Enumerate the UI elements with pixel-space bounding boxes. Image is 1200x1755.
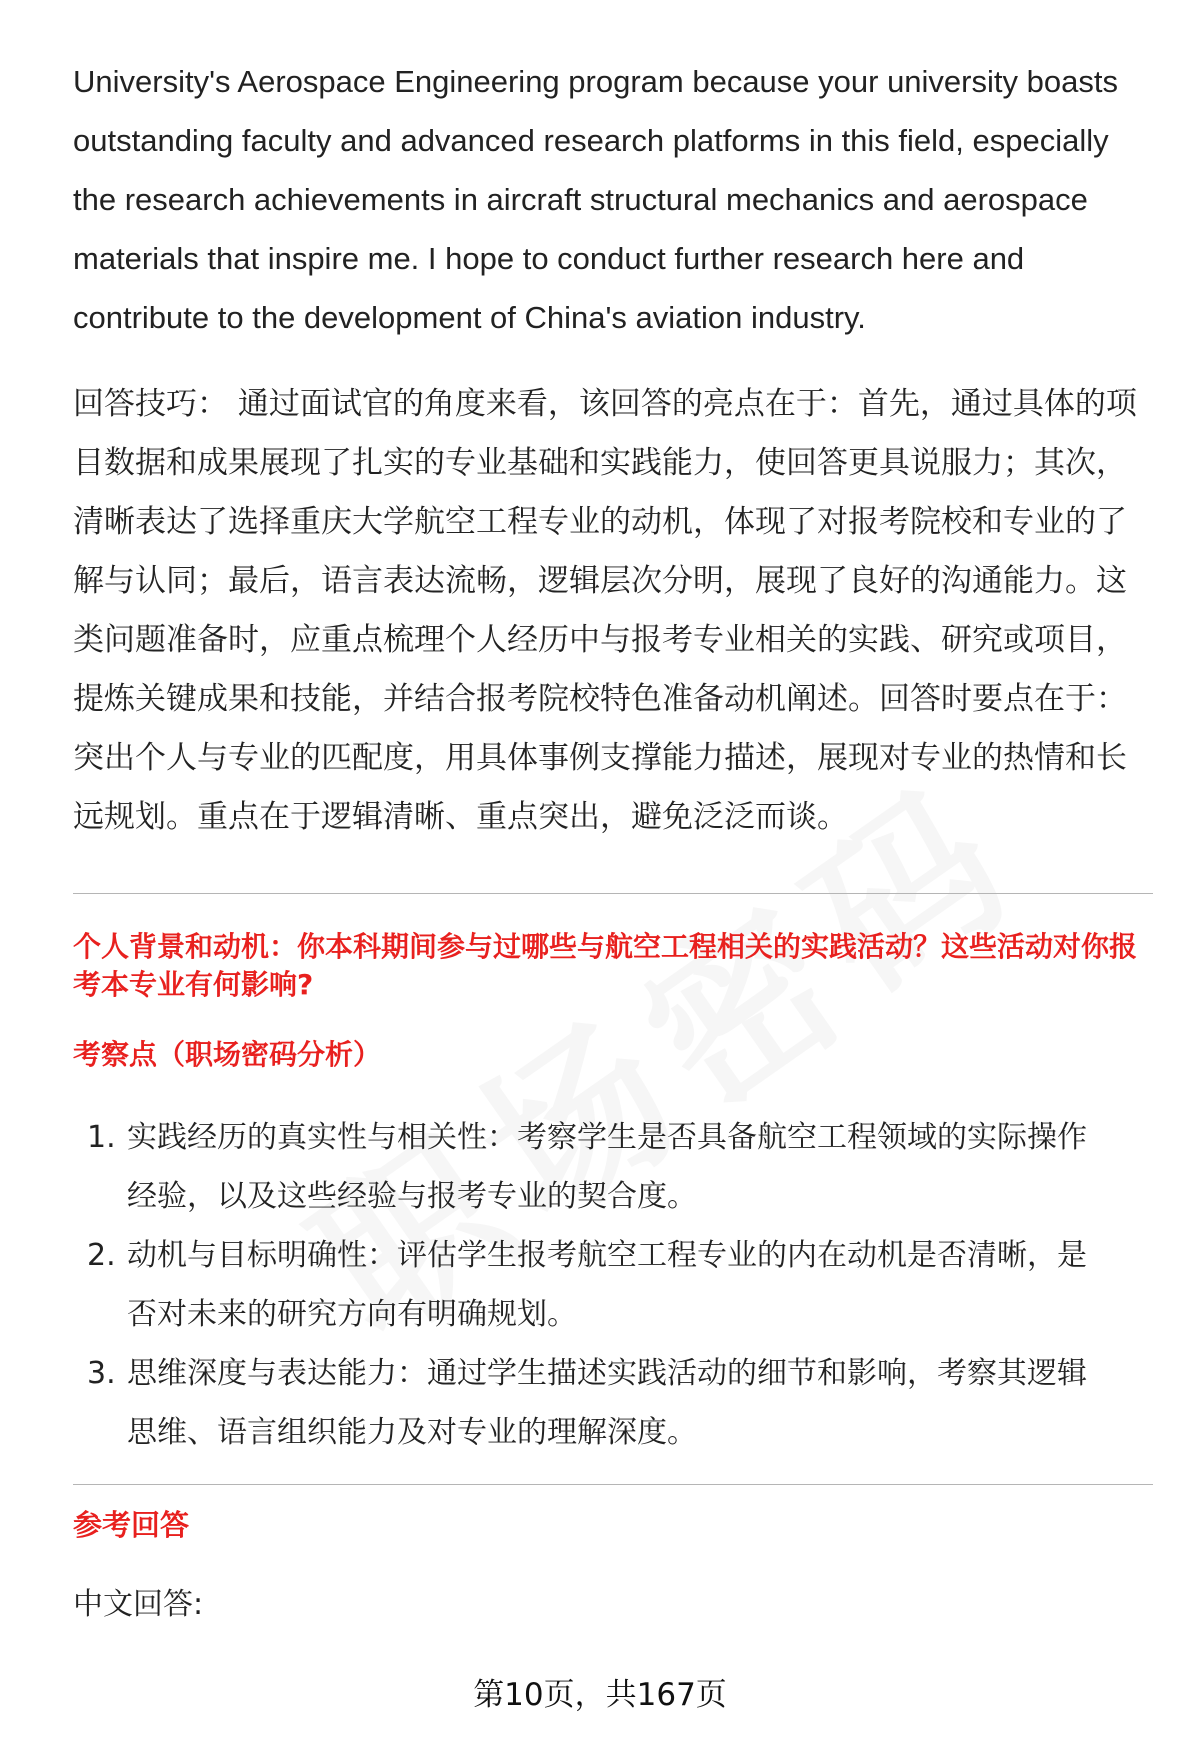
list-item-text: 实践经历的真实性与相关性：考察学生是否具备航空工程领域的实际操作经验，以及这些经验与报考专业的契合度。 — [127, 1120, 1087, 1214]
intro-paragraph: University's Aerospace Engineering program because your university boasts outstanding faculty and advanced research platforms in this field, especially the research achievements in aircraft structural mechanics and aerospace materials that inspire me. I hope to conduct further research here and contribute to the development of China's aviation industry. — [73, 64, 1118, 335]
answer-tips-paragraph: 回答技巧： 通过面试官的角度来看，该回答的亮点在于：首先，通过具体的项目数据和成果展现了扎实的专业基础和实践能力，使回答更具说服力；其次，清晰表达了选择重庆大学航空工程专业的动机，体现了对报考院校和专业的了解与认同；最后，语言表达流畅，逻辑层次分明，展现了良好的沟通能力。这类问题准备时，应重点梳理个人经历中与报考专业相关的实践、研究或项目，提炼关键成果和技能，并结合报考院校特色准备动机阐述。回答时要点在于：突出个人与专业的匹配度，用具体事例支撑能力描述，展现对专业的热情和长远规划。重点在于逻辑清晰、重点突出，避免泛泛而谈。 — [73, 386, 1137, 835]
section-divider — [73, 893, 1153, 894]
list-item — [73, 1108, 1153, 1226]
list-item-text: 思维深度与表达能力：通过学生描述实践活动的细节和影响，考察其逻辑思维、语言组织能力及对专业的理解深度。 — [127, 1356, 1087, 1450]
list-number: 2. — [87, 1238, 116, 1273]
chinese-answer-label: 中文回答: — [73, 1587, 204, 1622]
page-content — [73, 52, 1153, 1625]
list-item-text: 动机与目标明确性：评估学生报考航空工程专业的内在动机是否清晰，是否对未来的研究方向有明确规划。 — [127, 1238, 1087, 1332]
list-number: 1. — [87, 1120, 116, 1155]
list-item — [73, 1344, 1153, 1462]
page-footer: 第10页，共167页 — [473, 1677, 727, 1713]
section-divider — [73, 1484, 1153, 1485]
assessment-heading: 考察点（职场密码分析） — [73, 1038, 382, 1071]
reference-answer-heading: 参考回答 — [73, 1508, 190, 1542]
interview-question: 个人背景和动机：你本科期间参与过哪些与航空工程相关的实践活动？这些活动对你报考本专业有何影响? — [73, 930, 1138, 1001]
assessment-list — [73, 1108, 1153, 1462]
list-item — [73, 1226, 1153, 1344]
list-number: 3. — [87, 1356, 116, 1391]
